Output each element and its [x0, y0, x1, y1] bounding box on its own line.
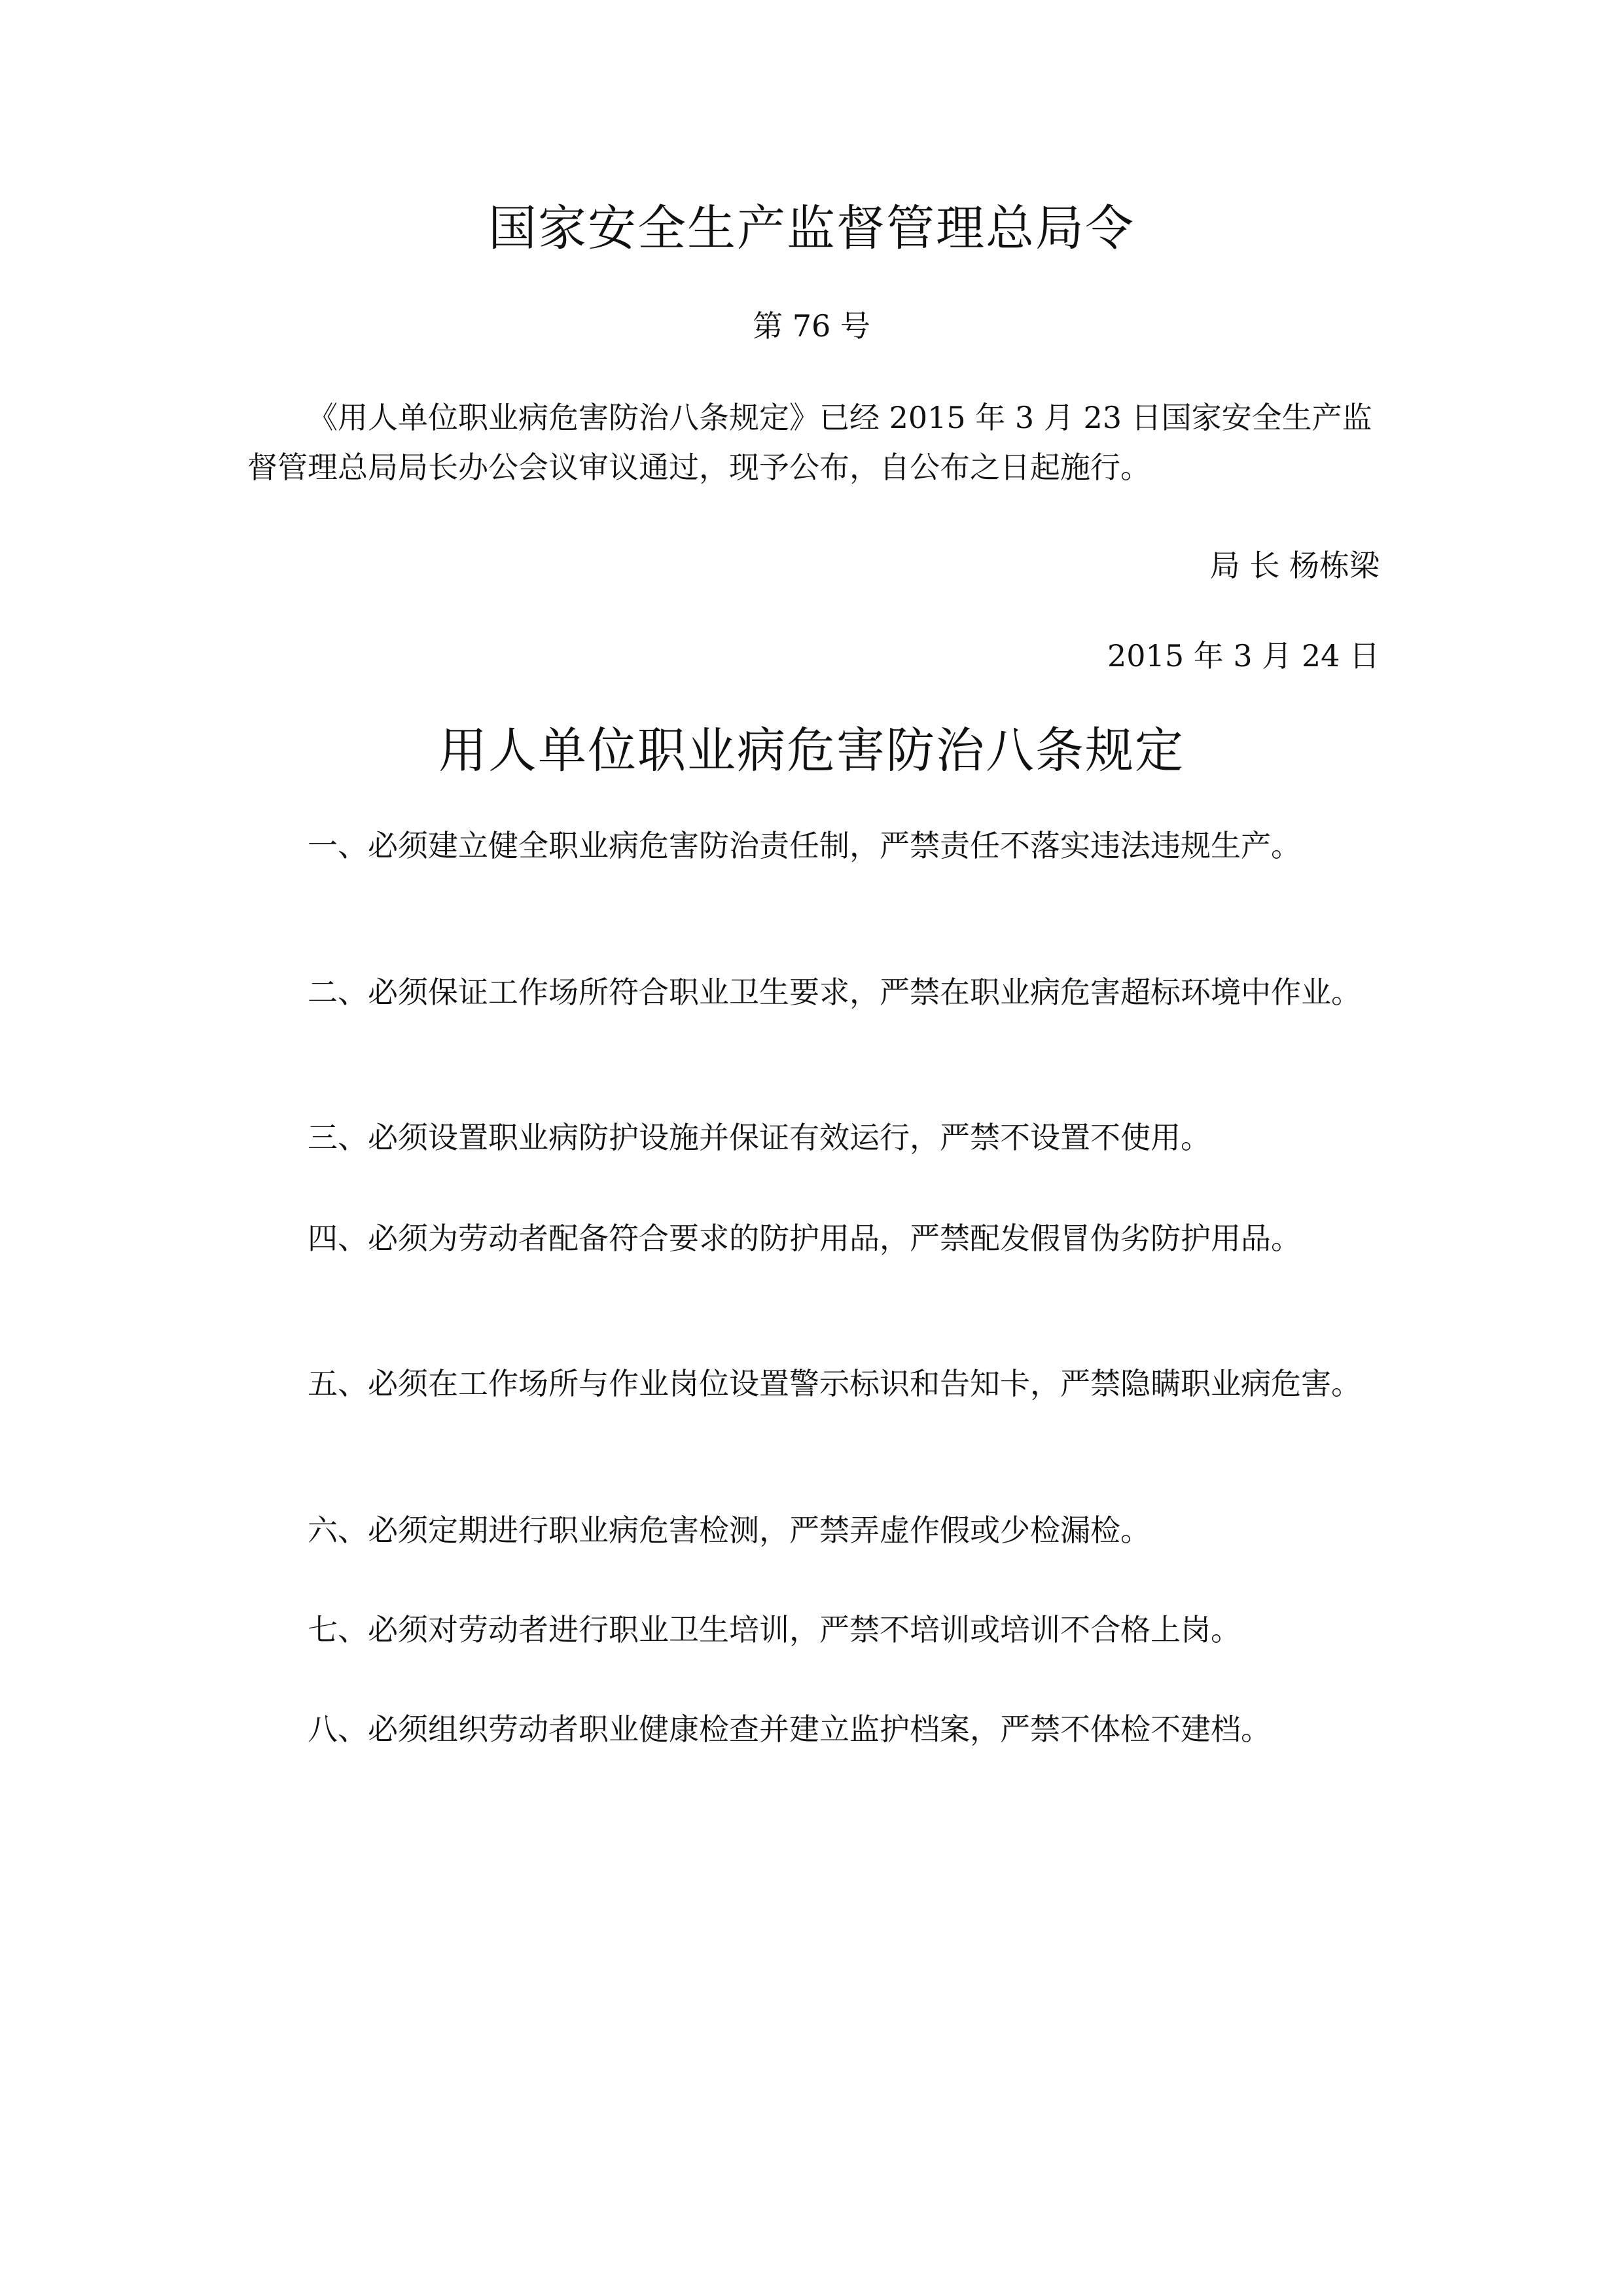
rule-item: 六、必须定期进行职业病危害检测，严禁弄虚作假或少检漏检。	[308, 1513, 1150, 1548]
rule-item: 七、必须对劳动者进行职业卫生培训，严禁不培训或培训不合格上岗。	[308, 1612, 1241, 1647]
signer: 局 长 杨栋梁	[1209, 548, 1380, 583]
rules-title: 用人单位职业病危害防治八条规定	[438, 723, 1185, 779]
rule-item: 一、必须建立健全职业病危害防治责任制，严禁责任不落实违法违规生产。	[308, 828, 1301, 863]
issue-date: 2015 年 3 月 24 日	[1107, 638, 1380, 673]
order-title: 国家安全生产监督管理总局令	[488, 200, 1135, 257]
order-number: 第 76 号	[753, 308, 870, 344]
rule-item: 八、必须组织劳动者职业健康检查并建立监护档案，严禁不体检不建档。	[308, 1712, 1271, 1747]
rule-item: 五、必须在工作场所与作业岗位设置警示标识和告知卡，严禁隐瞒职业病危害。	[308, 1366, 1361, 1401]
intro-paragraph: 《用人单位职业病危害防治八条规定》已经 2015 年 3 月 23 日国家安全生产监督管理总局局长办公会议审议通过，现予公布，自公布之日起施行。	[247, 400, 1372, 485]
rule-item: 三、必须设置职业病防护设施并保证有效运行，严禁不设置不使用。	[308, 1120, 1211, 1155]
rule-item: 四、必须为劳动者配备符合要求的防护用品，严禁配发假冒伪劣防护用品。	[308, 1221, 1301, 1256]
rule-item: 二、必须保证工作场所符合职业卫生要求，严禁在职业病危害超标环境中作业。	[308, 975, 1361, 1010]
